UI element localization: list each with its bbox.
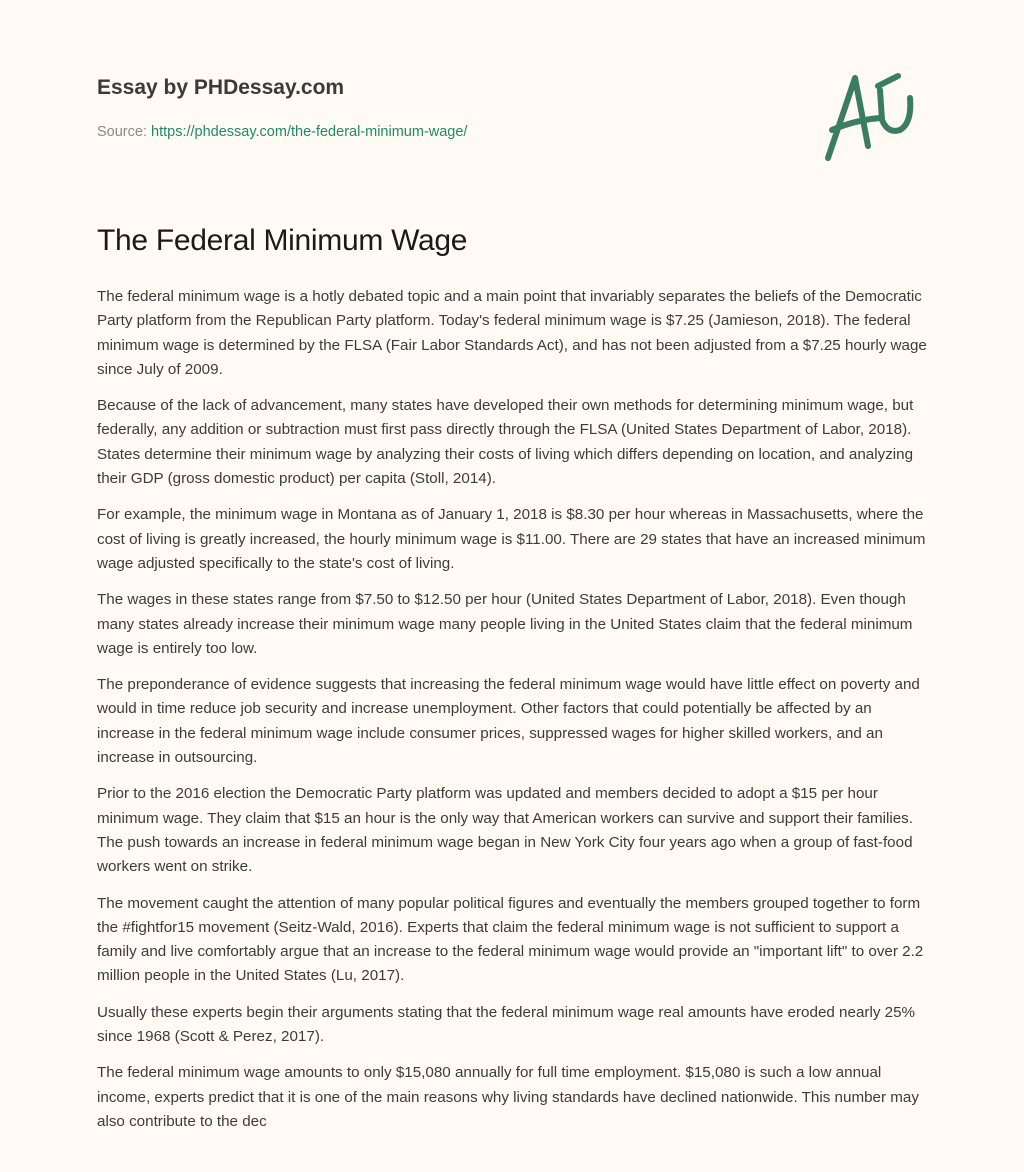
source-line bbox=[97, 124, 467, 140]
paragraph: Prior to the 2016 election the Democratic Party platform was updated and members decided to adopt a $15 per hour minimum wage. They claim that $15 an hour is the only way that American workers can survive and support their families. The push towards an increase in federal minimum wage began in New York City four years ago when a group of fast-food workers went on strike. bbox=[97, 785, 913, 876]
site-brand: Essay by PHDessay.com bbox=[97, 76, 345, 99]
paragraph: The preponderance of evidence suggests that increasing the federal minimum wage would have little effect on poverty and would in time reduce job security and increase unemployment. Other factors that could potentially be affected by an increase in the federal minimum wage include consumer prices, suppressed wages for higher skilled workers, and an increase in outsourcing. bbox=[97, 676, 920, 767]
a-plus-logo-icon bbox=[820, 68, 930, 168]
paragraph: Because of the lack of advancement, many states have developed their own methods for determining minimum wage, but federally, any addition or subtraction must first pass directly through the FLSA (United States Department of Labor, 2018). States determine their minimum wage by analyzing their costs of living which differs depending on location, and analyzing their GDP (gross domestic product) per capita (Stoll, 2014). bbox=[97, 397, 914, 488]
paragraph: For example, the minimum wage in Montana as of January 1, 2018 is $8.30 per hour whereas in Massachusetts, where the cost of living is greatly increased, the hourly minimum wage is $11.00. There are 29 states that have an increased minimum wage adjusted specifically to the state's cost of living. bbox=[97, 506, 926, 572]
article-body bbox=[97, 285, 933, 1146]
paragraph: The federal minimum wage is a hotly debated topic and a main point that invariably separates the beliefs of the Democratic Party platform from the Republican Party platform. Today's federal minimum wage is $7.25 (Jamieson, 2018). The federal minimum wage is determined by the FLSA (Fair Labor Standards Act), and has not been adjusted from a $7.25 hourly wage since July of 2009. bbox=[97, 288, 927, 378]
article-title: The Federal Minimum Wage bbox=[97, 224, 468, 257]
source-link[interactable]: https://phdessay.com/the-federal-minimum-wage/ bbox=[151, 124, 468, 140]
paragraph: The federal minimum wage amounts to only $15,080 annually for full time employment. $15,080 is such a low annual income, experts predict that it is one of the main reasons why living standards have declined nationwide. This number may also contribute to the dec bbox=[97, 1064, 919, 1130]
source-label: Source: bbox=[97, 124, 147, 140]
paragraph: The movement caught the attention of many popular political figures and eventually the members grouped together to form the #fightfor15 movement (Seitz-Wald, 2016). Experts that claim the federal minimum wage is not sufficient to support a family and live comfortably argue that an increase to the federal minimum wage would provide an "important lift" to over 2.2 million people in the United States (Lu, 2017). bbox=[97, 894, 924, 985]
paragraph: Usually these experts begin their arguments stating that the federal minimum wage real amounts have eroded nearly 25% since 1968 (Scott & Perez, 2017). bbox=[97, 1003, 916, 1046]
paragraph: The wages in these states range from $7.50 to $12.50 per hour (United States Department of Labor, 2018). Even though many states already increase their minimum wage many people living in the United States claim that the federal minimum wage is entirely too low. bbox=[97, 591, 913, 657]
